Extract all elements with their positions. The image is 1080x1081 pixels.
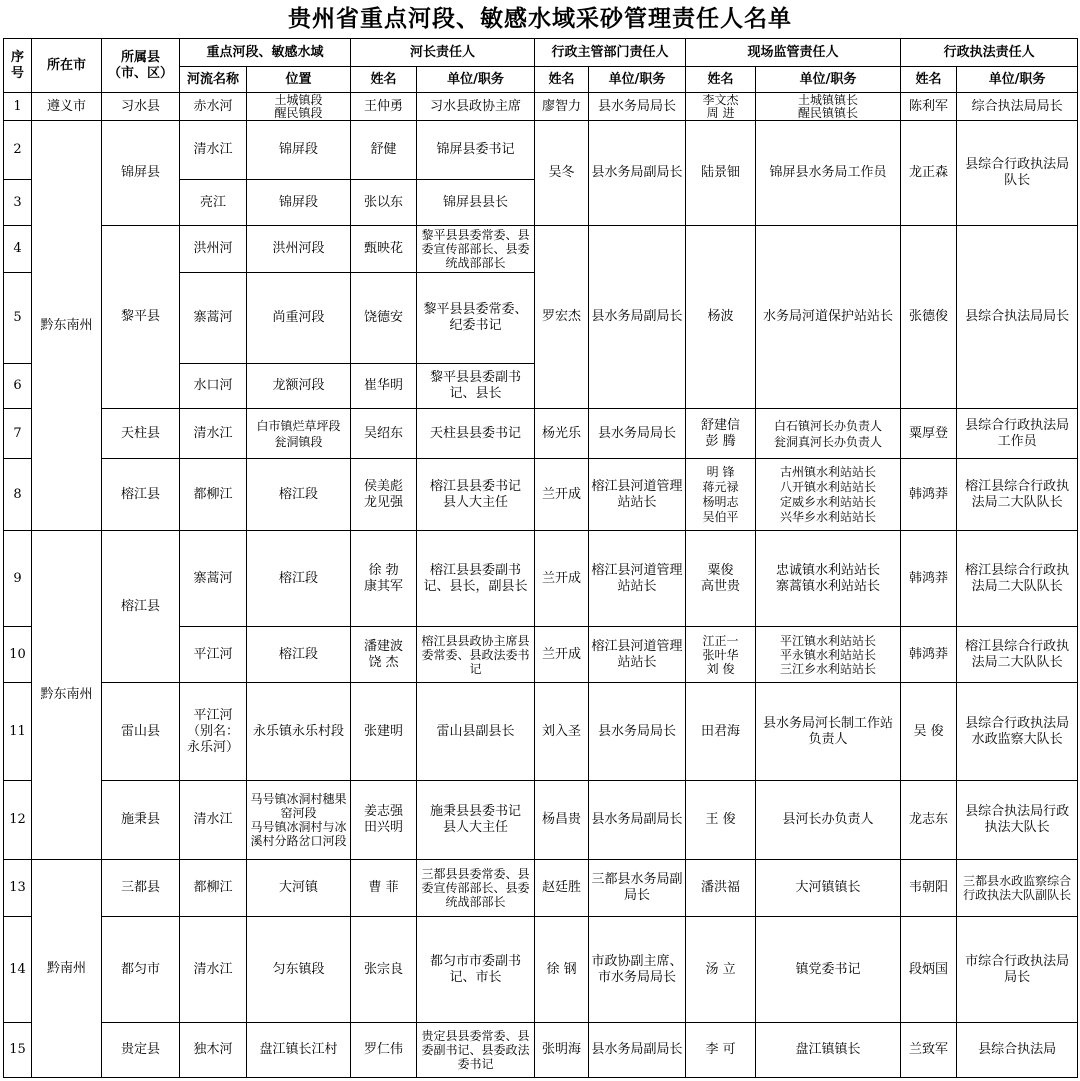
river-cell: 都柳江 — [180, 860, 247, 917]
river-cell: 水口河 — [180, 364, 247, 409]
supervisor-unit: 大河镇镇长 — [756, 860, 901, 917]
admin-unit: 三都县水务局副局长 — [589, 860, 686, 917]
seq-cell: 2 — [4, 121, 32, 180]
document-title: 贵州省重点河段、敏感水域采砂管理责任人名单 — [288, 6, 792, 32]
enforcement-name: 吴 俊 — [901, 683, 957, 781]
enforcement-unit: 县综合行政执法局队长 — [957, 121, 1078, 226]
river-chief-unit: 黎平县县委常委、县委宣传部部长、县委统战部部长 — [417, 226, 535, 273]
header-unit: 单位/职务 — [756, 67, 901, 93]
table-row — [4, 459, 1078, 531]
supervisor-unit: 平江镇水利站站长 平永镇水利站站长 三江乡水利站站长 — [756, 627, 901, 683]
enforcement-name: 韩鸿莽 — [901, 459, 957, 531]
table-row — [4, 409, 1078, 459]
enforcement-unit: 县综合执法局局长 — [957, 226, 1078, 409]
header-name: 姓名 — [686, 67, 756, 93]
river-cell: 都柳江 — [180, 459, 247, 531]
river-chief-name: 王仲勇 — [351, 93, 417, 121]
admin-name: 赵廷胜 — [535, 860, 589, 917]
river-cell: 寨蒿河 — [180, 273, 247, 364]
county-cell: 都匀市 — [102, 917, 180, 1023]
admin-name: 兰开成 — [535, 531, 589, 627]
county-cell: 榕江县 — [102, 531, 180, 683]
admin-name: 廖智力 — [535, 93, 589, 121]
location-cell: 龙额河段 — [247, 364, 351, 409]
admin-unit: 县水务局副局长 — [589, 121, 686, 226]
table-row — [4, 860, 1078, 917]
admin-unit: 县水务局局长 — [589, 409, 686, 459]
river-chief-unit: 天柱县县委书记 — [417, 409, 535, 459]
supervisor-name: 明 锋 蒋元禄 杨明志 吴伯平 — [686, 459, 756, 531]
admin-unit: 县水务局副局长 — [589, 1023, 686, 1078]
river-chief-name: 张以东 — [351, 180, 417, 226]
supervisor-unit: 镇党委书记 — [756, 917, 901, 1023]
enforcement-unit: 三都县水政监察综合行政执法大队副队长 — [957, 860, 1078, 917]
river-cell: 清水江 — [180, 917, 247, 1023]
river-chief-name: 徐 勃 康其军 — [351, 531, 417, 627]
seq-cell: 11 — [4, 683, 32, 781]
table-row — [4, 93, 1078, 121]
table-row — [4, 917, 1078, 1023]
river-chief-name: 张宗良 — [351, 917, 417, 1023]
header-name: 姓名 — [351, 67, 417, 93]
admin-unit: 市政协副主席、市水务局局长 — [589, 917, 686, 1023]
seq-cell: 6 — [4, 364, 32, 409]
table-row — [4, 781, 1078, 860]
admin-unit: 县水务局局长 — [589, 93, 686, 121]
location-cell: 洪州河段 — [247, 226, 351, 273]
header-admin-dept: 行政主管部门责任人 — [535, 39, 686, 67]
enforcement-unit: 榕江县综合行政执法局二大队队长 — [957, 627, 1078, 683]
supervisor-unit: 县水务局河长制工作站负责人 — [756, 683, 901, 781]
table-row — [4, 1023, 1078, 1078]
header-city: 所在市 — [32, 39, 102, 93]
supervisor-name: 江正一 张叶华 刘 俊 — [686, 627, 756, 683]
admin-name: 罗宏杰 — [535, 226, 589, 409]
supervisor-name: 李 可 — [686, 1023, 756, 1078]
seq-cell: 3 — [4, 180, 32, 226]
header-location: 位置 — [247, 67, 351, 93]
county-cell: 施秉县 — [102, 781, 180, 860]
table-row — [4, 531, 1078, 627]
supervisor-unit: 忠诚镇水利站站长 寨蒿镇水利站站长 — [756, 531, 901, 627]
header-law-enforcement: 行政执法责任人 — [901, 39, 1078, 67]
river-chief-name: 崔华明 — [351, 364, 417, 409]
river-chief-name: 潘建波 饶 杰 — [351, 627, 417, 683]
header-river-name: 河流名称 — [180, 67, 247, 93]
supervisor-unit: 土城镇镇长 醒民镇镇长 — [756, 93, 901, 121]
responsibility-table — [3, 38, 1078, 1078]
header-name: 姓名 — [901, 67, 957, 93]
location-cell: 永乐镇永乐村段 — [247, 683, 351, 781]
river-chief-name: 姜志强 田兴明 — [351, 781, 417, 860]
location-cell: 盘江镇长江村 — [247, 1023, 351, 1078]
location-cell: 尚重河段 — [247, 273, 351, 364]
seq-cell: 8 — [4, 459, 32, 531]
admin-name: 刘入圣 — [535, 683, 589, 781]
header-river-chief: 河长责任人 — [351, 39, 535, 67]
admin-unit: 县水务局副局长 — [589, 226, 686, 409]
supervisor-name: 杨波 — [686, 226, 756, 409]
admin-name: 杨昌贵 — [535, 781, 589, 860]
admin-name: 兰开成 — [535, 627, 589, 683]
responsibility-table-wrapper — [3, 38, 1077, 1078]
county-cell: 黎平县 — [102, 226, 180, 409]
supervisor-name: 舒建信 彭 腾 — [686, 409, 756, 459]
header-water: 重点河段、敏感水域 — [180, 39, 351, 67]
location-cell: 锦屏段 — [247, 121, 351, 180]
supervisor-name: 王 俊 — [686, 781, 756, 860]
river-chief-unit: 锦屏县县长 — [417, 180, 535, 226]
location-cell: 匀东镇段 — [247, 917, 351, 1023]
river-cell: 洪州河 — [180, 226, 247, 273]
supervisor-name: 潘洪福 — [686, 860, 756, 917]
enforcement-name: 粟厚登 — [901, 409, 957, 459]
location-cell: 榕江段 — [247, 627, 351, 683]
river-cell: 清水江 — [180, 781, 247, 860]
river-cell: 平江河 （别名： 永乐河） — [180, 683, 247, 781]
table-row — [4, 683, 1078, 781]
river-cell: 平江河 — [180, 627, 247, 683]
river-cell: 清水江 — [180, 121, 247, 180]
admin-unit: 榕江县河道管理站站长 — [589, 459, 686, 531]
enforcement-name: 兰致军 — [901, 1023, 957, 1078]
enforcement-name: 段炳国 — [901, 917, 957, 1023]
river-cell: 清水江 — [180, 409, 247, 459]
river-cell: 独木河 — [180, 1023, 247, 1078]
location-cell: 马号镇冰洞村穗果窑河段 马号镇冰洞村与冰溪村分路岔口河段 — [247, 781, 351, 860]
supervisor-name: 李文杰 周 进 — [686, 93, 756, 121]
header-name: 姓名 — [535, 67, 589, 93]
admin-name: 徐 钢 — [535, 917, 589, 1023]
header-unit: 单位/职务 — [957, 67, 1078, 93]
enforcement-name: 陈利军 — [901, 93, 957, 121]
admin-unit: 县水务局副局长 — [589, 781, 686, 860]
enforcement-name: 韩鸿莽 — [901, 627, 957, 683]
seq-cell: 13 — [4, 860, 32, 917]
admin-name: 吴冬 — [535, 121, 589, 226]
river-chief-name: 舒健 — [351, 121, 417, 180]
enforcement-unit: 县综合行政执法局水政监察大队长 — [957, 683, 1078, 781]
river-chief-name: 饶德安 — [351, 273, 417, 364]
header-unit: 单位/职务 — [417, 67, 535, 93]
table-row — [4, 226, 1078, 273]
supervisor-unit: 水务局河道保护站站长 — [756, 226, 901, 409]
enforcement-unit: 县综合执法局 — [957, 1023, 1078, 1078]
river-chief-unit: 习水县政协主席 — [417, 93, 535, 121]
county-cell: 贵定县 — [102, 1023, 180, 1078]
river-cell: 寨蒿河 — [180, 531, 247, 627]
city-cell: 黔东南州 — [32, 121, 102, 531]
county-cell: 三都县 — [102, 860, 180, 917]
river-chief-unit: 贵定县县委常委、县委副书记、县委政法委书记 — [417, 1023, 535, 1078]
location-cell: 土城镇段 醒民镇段 — [247, 93, 351, 121]
enforcement-unit: 综合执法局局长 — [957, 93, 1078, 121]
river-chief-unit: 榕江县县委书记 县人大主任 — [417, 459, 535, 531]
county-cell: 榕江县 — [102, 459, 180, 531]
seq-cell: 10 — [4, 627, 32, 683]
river-chief-unit: 锦屏县委书记 — [417, 121, 535, 180]
river-chief-unit: 都匀市市委副书记、市长 — [417, 917, 535, 1023]
admin-unit: 县水务局局长 — [589, 683, 686, 781]
supervisor-unit: 古州镇水利站站长 八开镇水利站站长 定威乡水利站站长 兴华乡水利站站长 — [756, 459, 901, 531]
county-cell: 锦屏县 — [102, 121, 180, 226]
enforcement-name: 韦朝阳 — [901, 860, 957, 917]
seq-cell: 5 — [4, 273, 32, 364]
supervisor-name: 粟俊 高世贵 — [686, 531, 756, 627]
river-chief-name: 罗仁伟 — [351, 1023, 417, 1078]
enforcement-unit: 县综合行政执法局工作员 — [957, 409, 1078, 459]
city-cell: 遵义市 — [32, 93, 102, 121]
enforcement-unit: 榕江县综合行政执法局二大队队长 — [957, 531, 1078, 627]
supervisor-unit: 白石镇河长办负责人 瓮洞真河长办负责人 — [756, 409, 901, 459]
seq-cell: 12 — [4, 781, 32, 860]
header-site-supervisor: 现场监管责任人 — [686, 39, 901, 67]
river-cell: 亮江 — [180, 180, 247, 226]
city-cell: 黔东南州 — [32, 531, 102, 860]
supervisor-name: 田君海 — [686, 683, 756, 781]
river-chief-name: 张建明 — [351, 683, 417, 781]
river-chief-name: 曹 菲 — [351, 860, 417, 917]
location-cell: 榕江段 — [247, 459, 351, 531]
admin-name: 兰开成 — [535, 459, 589, 531]
river-chief-name: 甄映花 — [351, 226, 417, 273]
supervisor-name: 汤 立 — [686, 917, 756, 1023]
seq-cell: 9 — [4, 531, 32, 627]
admin-name: 张明海 — [535, 1023, 589, 1078]
supervisor-name: 陆景钿 — [686, 121, 756, 226]
admin-unit: 榕江县河道管理站站长 — [589, 531, 686, 627]
header-seq: 序号 — [4, 39, 32, 93]
location-cell: 大河镇 — [247, 860, 351, 917]
enforcement-unit: 榕江县综合行政执法局二大队队长 — [957, 459, 1078, 531]
river-chief-name: 侯美彪 龙见强 — [351, 459, 417, 531]
enforcement-name: 张德俊 — [901, 226, 957, 409]
seq-cell: 4 — [4, 226, 32, 273]
river-chief-unit: 三都县县委常委、县委宣传部部长、县委统战部部长 — [417, 860, 535, 917]
supervisor-unit: 锦屏县水务局工作员 — [756, 121, 901, 226]
river-chief-unit: 雷山县副县长 — [417, 683, 535, 781]
county-cell: 习水县 — [102, 93, 180, 121]
seq-cell: 1 — [4, 93, 32, 121]
header-county: 所属县（市、区） — [102, 39, 180, 93]
admin-name: 杨光乐 — [535, 409, 589, 459]
seq-cell: 14 — [4, 917, 32, 1023]
enforcement-unit: 市综合行政执法局局长 — [957, 917, 1078, 1023]
river-chief-unit: 施秉县县委书记 县人大主任 — [417, 781, 535, 860]
county-cell: 天柱县 — [102, 409, 180, 459]
location-cell: 锦屏段 — [247, 180, 351, 226]
river-chief-name: 吴绍东 — [351, 409, 417, 459]
enforcement-name: 韩鸿莽 — [901, 531, 957, 627]
river-chief-unit: 榕江县县委副书记、县长，副县长 — [417, 531, 535, 627]
enforcement-name: 龙志东 — [901, 781, 957, 860]
admin-unit: 榕江县河道管理站站长 — [589, 627, 686, 683]
supervisor-unit: 县河长办负责人 — [756, 781, 901, 860]
city-cell: 黔南州 — [32, 860, 102, 1078]
header-unit: 单位/职务 — [589, 67, 686, 93]
seq-cell: 15 — [4, 1023, 32, 1078]
location-cell: 白市镇烂草坪段 瓮洞镇段 — [247, 409, 351, 459]
supervisor-unit: 盘江镇镇长 — [756, 1023, 901, 1078]
seq-cell: 7 — [4, 409, 32, 459]
enforcement-unit: 县综合执法局行政执法大队长 — [957, 781, 1078, 860]
location-cell: 榕江段 — [247, 531, 351, 627]
river-cell: 赤水河 — [180, 93, 247, 121]
river-chief-unit: 黎平县县委副书记、县长 — [417, 364, 535, 409]
river-chief-unit: 榕江县县政协主席县委常委、县政法委书记 — [417, 627, 535, 683]
table-row — [4, 121, 1078, 180]
county-cell: 雷山县 — [102, 683, 180, 781]
enforcement-name: 龙正森 — [901, 121, 957, 226]
river-chief-unit: 黎平县县委常委、纪委书记 — [417, 273, 535, 364]
